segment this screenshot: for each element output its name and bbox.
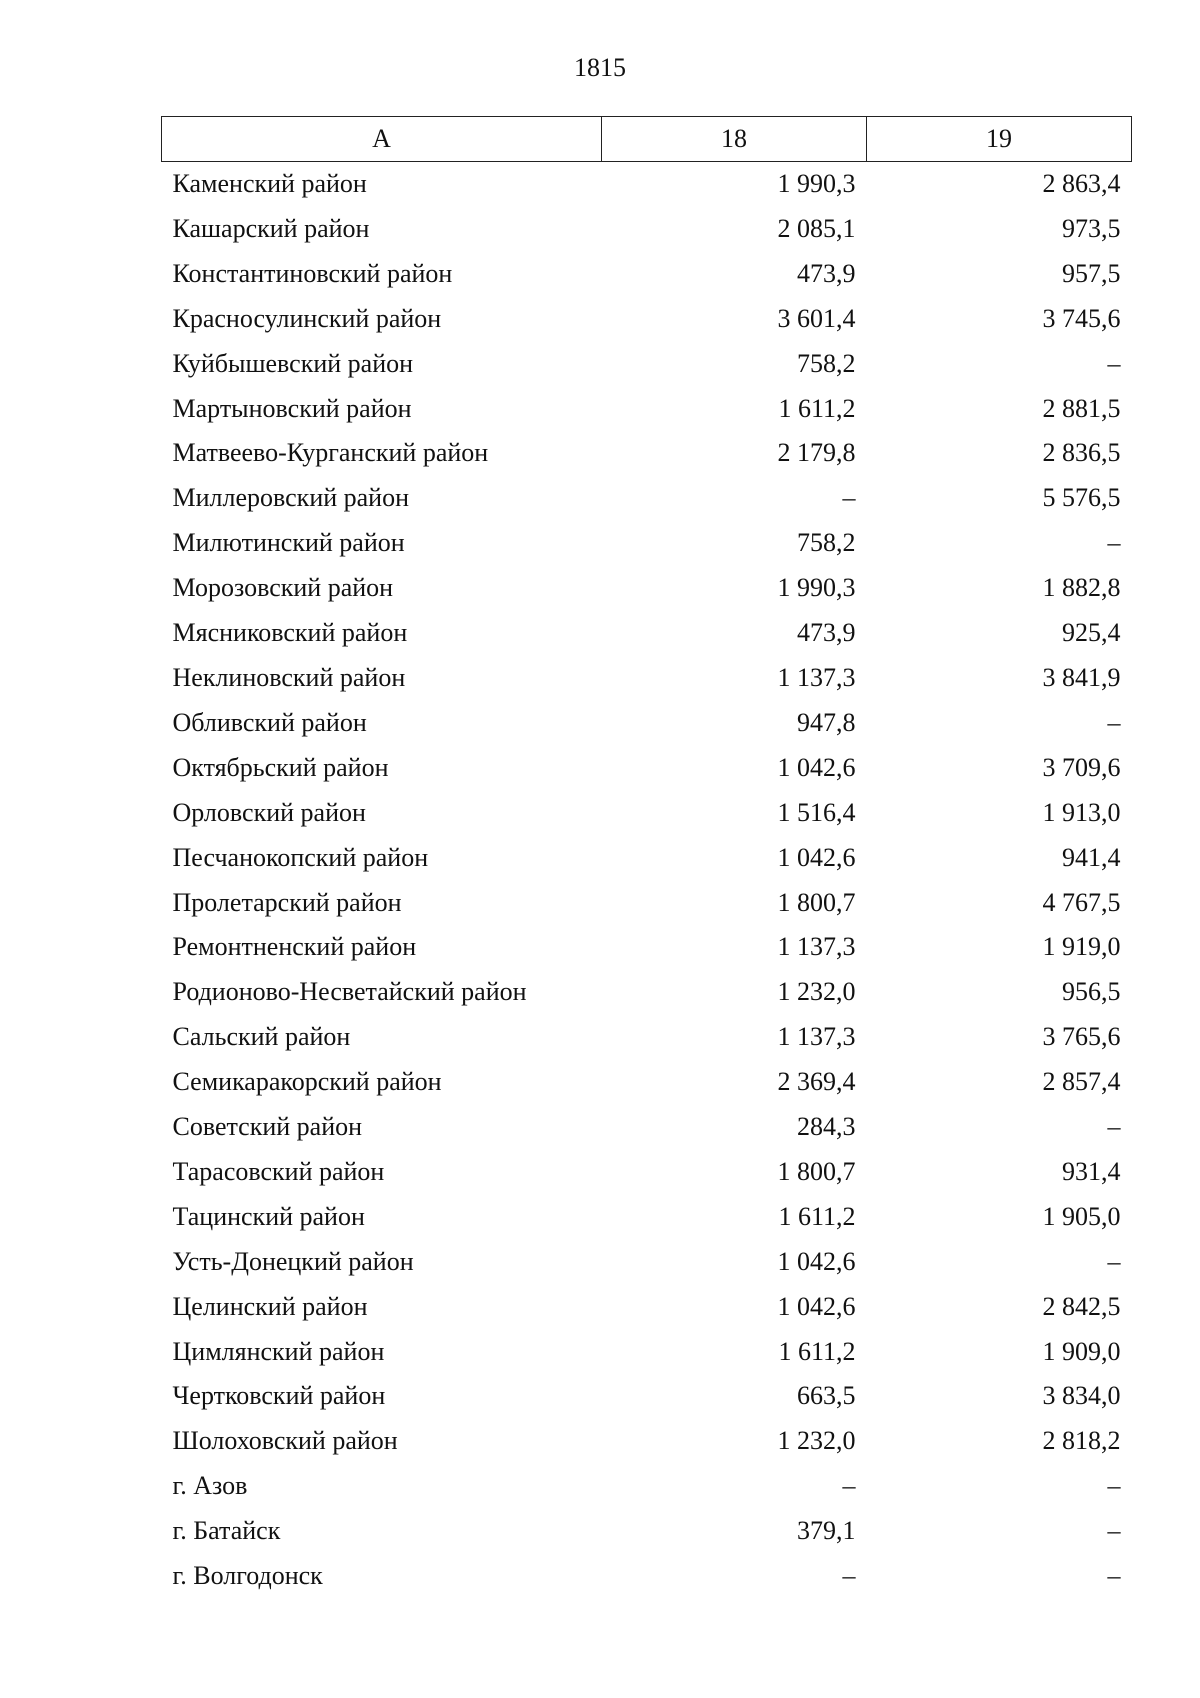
table-row (162, 1150, 1132, 1195)
value-19-cell: 931,4 (1062, 1156, 1121, 1186)
region-name-cell: Мартыновский район (172, 393, 412, 423)
region-name-cell: Октябрьский район (172, 752, 389, 782)
region-name-cell: Шолоховский район (172, 1426, 398, 1456)
value-18-cell: 1 990,3 (777, 169, 856, 198)
value-18-cell: 1 137,3 (777, 1022, 856, 1052)
table-header (162, 117, 1132, 162)
table-row (162, 656, 1132, 701)
header-cell-19: 19 (867, 117, 1132, 162)
table-row (162, 566, 1132, 611)
table-row (162, 1509, 1132, 1554)
data-table (161, 116, 1132, 1599)
table-row (162, 162, 1132, 207)
value-18-cell: – (842, 1561, 856, 1591)
region-name-cell: Неклиновский район (172, 662, 406, 692)
value-18-cell: 1 232,0 (777, 1426, 856, 1456)
value-18-cell: 2 085,1 (777, 213, 856, 243)
table-row (162, 387, 1132, 432)
value-19-cell: 3 841,9 (1042, 662, 1121, 692)
value-19-cell: 3 709,6 (1042, 752, 1121, 782)
value-18-cell: 1 611,2 (778, 393, 856, 423)
value-19-cell: – (1107, 348, 1121, 378)
value-18-cell: 1 137,3 (777, 932, 856, 962)
value-19-cell: 1 913,0 (1042, 797, 1121, 827)
header-row (162, 117, 1132, 162)
region-name-cell: Тарасовский район (172, 1156, 385, 1186)
table-row (162, 791, 1132, 836)
table-row (162, 746, 1132, 791)
table-row (162, 836, 1132, 881)
table-row (162, 970, 1132, 1015)
table-row (162, 1419, 1132, 1464)
region-name-cell: Семикаракорский район (172, 1067, 442, 1097)
value-18-cell: 284,3 (797, 1112, 856, 1142)
value-19-cell: 2 836,5 (1042, 438, 1121, 468)
region-name-cell: Чертковский район (172, 1381, 386, 1411)
value-19-cell: 2 818,2 (1042, 1426, 1121, 1456)
value-19-cell: 925,4 (1062, 618, 1121, 648)
table-row (162, 1374, 1132, 1419)
region-name-cell: Тацинский район (172, 1201, 365, 1231)
value-18-cell: 1 516,4 (777, 797, 856, 827)
value-19-cell: 1 909,0 (1042, 1336, 1121, 1366)
region-name-cell: Сальский район (172, 1022, 351, 1052)
table-row (162, 925, 1132, 970)
value-18-cell: 1 990,3 (777, 573, 856, 603)
table-row (162, 611, 1132, 656)
value-18-cell: 379,1 (797, 1516, 856, 1546)
value-18-cell: 1 042,6 (777, 752, 856, 782)
region-name-cell: г. Батайск (172, 1516, 281, 1546)
region-name-cell: г. Волгодонск (172, 1561, 323, 1591)
region-name-cell: Родионово-Несветайский район (172, 977, 527, 1007)
value-18-cell: 1 042,6 (777, 1291, 856, 1321)
table-row (162, 476, 1132, 521)
value-19-cell: 2 857,4 (1042, 1067, 1121, 1097)
value-18-cell: 1 042,6 (777, 1246, 856, 1276)
value-19-cell: – (1107, 1246, 1121, 1276)
table-row (162, 1554, 1132, 1599)
table-row (162, 252, 1132, 297)
value-19-cell: 3 745,6 (1042, 303, 1121, 333)
value-19-cell: – (1107, 1516, 1121, 1546)
region-name-cell: Кашарский район (172, 213, 370, 243)
value-19-cell: – (1107, 707, 1121, 737)
table-row (162, 1060, 1132, 1105)
table-row (162, 1464, 1132, 1509)
region-name-cell: Куйбышевский район (172, 348, 414, 378)
table-row (162, 1240, 1132, 1285)
table-row (162, 297, 1132, 342)
value-19-cell: 5 576,5 (1042, 483, 1121, 513)
value-19-cell: 957,5 (1062, 258, 1121, 288)
value-19-cell: 1 919,0 (1042, 932, 1121, 962)
value-19-cell: – (1107, 1471, 1121, 1501)
value-18-cell: – (842, 1471, 856, 1501)
region-name-cell: Обливский район (172, 707, 367, 737)
table-row (162, 1285, 1132, 1330)
region-name-cell: Милютинский район (172, 528, 405, 558)
region-name-cell: Ремонтненский район (172, 932, 417, 962)
region-name-cell: Усть-Донецкий район (172, 1246, 414, 1276)
region-name-cell: Мясниковский район (172, 618, 408, 648)
value-19-cell: 1 905,0 (1042, 1201, 1121, 1231)
value-19-cell: 941,4 (1062, 842, 1121, 872)
value-19-cell: 956,5 (1062, 977, 1121, 1007)
value-19-cell: 3 765,6 (1042, 1022, 1121, 1052)
header-cell-18: 18 (602, 117, 867, 162)
value-18-cell: 758,2 (797, 348, 856, 378)
region-name-cell: Пролетарский район (172, 887, 402, 917)
table-row (162, 207, 1132, 252)
header-cell-a: А (162, 117, 602, 162)
table-row (162, 1105, 1132, 1150)
value-18-cell: 947,8 (797, 707, 856, 737)
region-name-cell: Песчанокопский район (172, 842, 429, 872)
value-18-cell: 1 232,0 (777, 977, 856, 1007)
value-18-cell: 1 611,2 (778, 1336, 856, 1366)
region-name-cell: Орловский район (172, 797, 366, 827)
region-name-cell: Цимлянский район (172, 1336, 385, 1366)
table-row (162, 881, 1132, 926)
value-18-cell: 473,9 (797, 258, 856, 288)
table-row (162, 1195, 1132, 1240)
value-18-cell: 758,2 (797, 528, 856, 558)
region-name-cell: г. Азов (172, 1471, 248, 1501)
table-row (162, 342, 1132, 387)
region-name-cell: Матвеево-Курганский район (172, 438, 489, 468)
region-name-cell: Красносулинский район (172, 303, 442, 333)
value-18-cell: 2 369,4 (777, 1067, 856, 1097)
table-row (162, 521, 1132, 566)
table-row (162, 1330, 1132, 1375)
table-row (162, 701, 1132, 746)
value-19-cell: 1 882,8 (1042, 573, 1121, 603)
value-18-cell: 3 601,4 (777, 303, 856, 333)
value-18-cell: 663,5 (797, 1381, 856, 1411)
value-18-cell: – (842, 483, 856, 513)
value-19-cell: 2 881,5 (1042, 393, 1121, 423)
region-name-cell: Морозовский район (172, 573, 394, 603)
region-name-cell: Советский район (172, 1112, 363, 1142)
value-19-cell: 4 767,5 (1042, 887, 1121, 917)
page-number: 1815 (574, 53, 626, 82)
value-19-cell: 2 863,4 (1042, 169, 1121, 198)
region-name-cell: Миллеровский район (172, 483, 410, 513)
value-19-cell: – (1107, 528, 1121, 558)
value-18-cell: 473,9 (797, 618, 856, 648)
value-19-cell: 3 834,0 (1042, 1381, 1121, 1411)
value-18-cell: 1 042,6 (777, 842, 856, 872)
region-name-cell: Целинский район (172, 1291, 368, 1321)
region-name-cell: Константиновский район (172, 258, 453, 288)
table-row (162, 431, 1132, 476)
value-19-cell: – (1107, 1112, 1121, 1142)
value-19-cell: 2 842,5 (1042, 1291, 1121, 1321)
table-body (162, 162, 1132, 1600)
region-name-cell: Каменский район (172, 169, 367, 198)
value-18-cell: 2 179,8 (777, 438, 856, 468)
table-row (162, 1015, 1132, 1060)
value-18-cell: 1 611,2 (778, 1201, 856, 1231)
value-18-cell: 1 800,7 (777, 887, 856, 917)
value-19-cell: – (1107, 1561, 1121, 1591)
value-18-cell: 1 800,7 (777, 1156, 856, 1186)
value-19-cell: 973,5 (1062, 213, 1121, 243)
value-18-cell: 1 137,3 (777, 662, 856, 692)
